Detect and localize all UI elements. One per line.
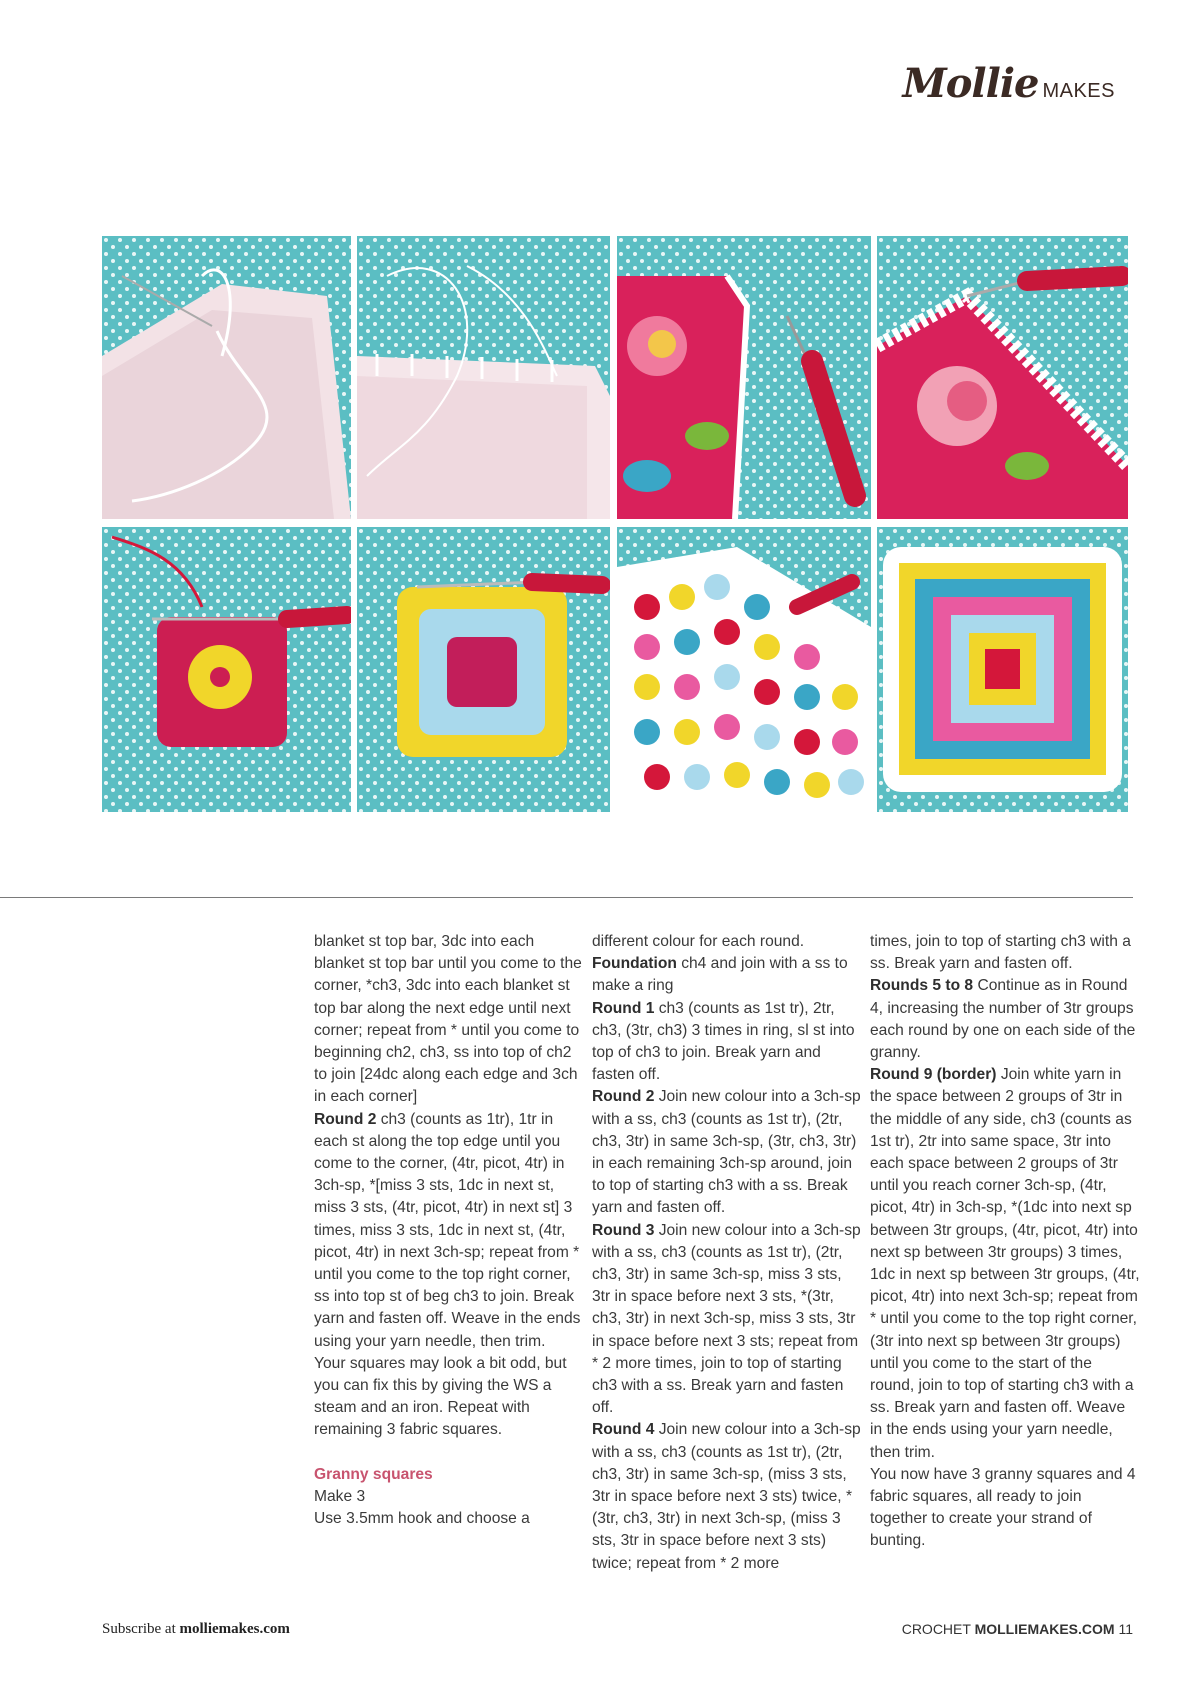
para-text: Continue as in Round 4, increasing the number of 3tr groups each round by one on each side of the granny. [870, 977, 1136, 1062]
text-column-3 [870, 931, 1140, 1553]
mollie-makes-logo [902, 60, 1115, 107]
photo-crochet-edge-corner [877, 236, 1128, 519]
paragraph [592, 1220, 862, 1420]
para-lead: Round 9 (border) [870, 1066, 997, 1084]
para-lead: Round 2 [592, 1088, 655, 1106]
para-lead: Round 3 [592, 1221, 655, 1239]
para-lead: Foundation [592, 955, 677, 973]
photo-icon [102, 236, 351, 519]
section-heading: Granny squares [314, 1465, 433, 1483]
photo-icon [877, 527, 1128, 812]
para-text: blanket st top bar, 3dc into each blanket st top bar until you come to the corner, *ch3, 3dc into each blanket st top bar along the next edge until next corner; repeat from * until you come to beginning ch2, ch3, ss into top of ch2 to join [24dc along each edge and 3ch in each corner] [314, 933, 582, 1106]
photo-icon [877, 236, 1128, 519]
para-text: Use 3.5mm hook and choose a [314, 1510, 530, 1528]
photo-granny-rounds-multi [617, 527, 871, 812]
footer-subscribe [102, 1621, 290, 1638]
photo-granny-round-2 [102, 527, 351, 812]
photo-blanket-stitch-edge [357, 236, 610, 519]
paragraph [870, 975, 1140, 1064]
photo-icon [357, 527, 610, 812]
para-lead: Rounds 5 to 8 [870, 977, 974, 995]
footer-folio [902, 1621, 1133, 1637]
paragraph [314, 931, 584, 1109]
para-lead: Round 1 [592, 999, 655, 1017]
para-text: ch4 and join with a ss to make a ring [592, 955, 848, 995]
para-lead: Round 4 [592, 1421, 655, 1439]
paragraph [592, 998, 862, 1087]
paragraph [314, 1508, 584, 1530]
footer-site[interactable]: MOLLIEMAKES.COM [974, 1621, 1115, 1637]
paragraph [314, 1353, 584, 1442]
text-column-2 [592, 931, 862, 1575]
para-lead: Round 2 [314, 1110, 377, 1128]
para-text: Join white yarn in the space between 2 groups of 3tr in the middle of any side, ch3 (counts as 1st tr), 2tr into same space, 3tr into each space between 2 groups of 3tr until you reach corner 3ch-sp, (4tr, picot, 4tr) in 3ch-sp, *(1dc into next sp between 3tr groups, (4tr, picot, 4tr) into next sp between 3tr groups) 3 times, 1dc in next sp between 3tr groups, (4tr, picot, 4tr) into next 3ch-sp; repeat from * until you come to the top right corner, (3tr into next sp between 3tr groups) until you come to the start of the round, join to top of starting ch3 with a ss. Break yarn and fasten off. Weave in the ends using your yarn needle, then trim. [870, 1066, 1140, 1461]
footer-section: CROCHET [901, 1621, 975, 1637]
paragraph [592, 1086, 862, 1219]
photo-icon [617, 527, 871, 812]
photo-icon [617, 236, 871, 519]
para-text: Join new colour into a 3ch-sp with a ss, ch3 (counts as 1st tr), (2tr, ch3, 3tr) in same 3ch-sp, (3tr, ch3, 3tr) in each remaining 3ch-sp around, join to top of starting ch3 with a ss. Break yarn and fasten off. [592, 1088, 861, 1217]
para-text: times, join to top of starting ch3 with a ss. Break yarn and fasten off. [870, 933, 1131, 973]
photo-icon [357, 236, 610, 519]
para-text: ch3 (counts as 1tr), 1tr in each st along the top edge until you come to the corner, (4tr, picot, 4tr) in 3ch-sp, *[miss 3 sts, 1dc in next st, miss 3 sts, (4tr, picot, 4tr) in next st] 3 times, miss 3 sts, 1dc in next st, (4tr, picot, 4tr) in next 3ch-sp; repeat from * until you come to the top right corner, ss into top st of beg ch3 to join. Break yarn and fasten off. Weave in the ends using your yarn needle, then trim. [314, 1110, 581, 1350]
para-text: You now have 3 granny squares and 4 fabric squares, all ready to join together to create your strand of bunting. [870, 1465, 1136, 1550]
photo-granny-round-3 [357, 527, 610, 812]
paragraph [314, 1109, 584, 1353]
paragraph [314, 1486, 584, 1508]
paragraph [592, 1419, 862, 1574]
logo-word: MAKES [1042, 80, 1115, 102]
para-text: Your squares may look a bit odd, but you can fix this by giving the WS a steam and an iron. Repeat with remaining 3 fabric squares. [314, 1354, 567, 1439]
photo-crochet-edge-pink-fabric [617, 236, 871, 519]
paragraph [870, 1064, 1140, 1464]
page-number: 11 [1118, 1621, 1133, 1637]
section-divider [0, 897, 1133, 898]
paragraph [870, 1464, 1140, 1553]
paragraph [592, 931, 862, 953]
paragraph [870, 931, 1140, 975]
photo-blanket-stitch-start [102, 236, 351, 519]
para-text: different colour for each round. [592, 933, 805, 950]
para-text: ch3 (counts as 1st tr), 2tr, ch3, (3tr, ch3) 3 times in ring, sl st into top of ch3 to join. Break yarn and fasten off. [592, 999, 855, 1084]
para-text: Join new colour into a 3ch-sp with a ss, ch3 (counts as 1st tr), (2tr, ch3, 3tr) in same 3ch-sp, (miss 3 sts, 3tr in space before next 3 sts) twice, *(3tr, ch3, 3tr) in next 3ch-sp, (miss 3 sts, 3tr in space before next 3 sts) twice; repeat from * 2 more [592, 1421, 861, 1572]
footer-subscribe-prefix: Subscribe at [102, 1621, 180, 1637]
spacer [314, 1442, 584, 1464]
logo-script: Mollie [902, 60, 1039, 107]
photo-icon [102, 527, 351, 812]
text-column-1 [314, 931, 584, 1530]
photo-granny-finished-border [877, 527, 1128, 812]
paragraph [592, 953, 862, 997]
para-text: Join new colour into a 3ch-sp with a ss, ch3 (counts as 1st tr), (2tr, ch3, 3tr) in same 3ch-sp, miss 3 sts, 3tr in space before next 3 sts, *(3tr, ch3, 3tr) in next 3ch-sp, miss 3 sts, 3tr in space before next 3 sts; repeat from * 2 more times, join to top of starting ch3 with a ss. Break yarn and fasten off. [592, 1221, 861, 1417]
para-text: Make 3 [314, 1487, 366, 1505]
footer-subscribe-link[interactable]: molliemakes.com [179, 1621, 290, 1637]
